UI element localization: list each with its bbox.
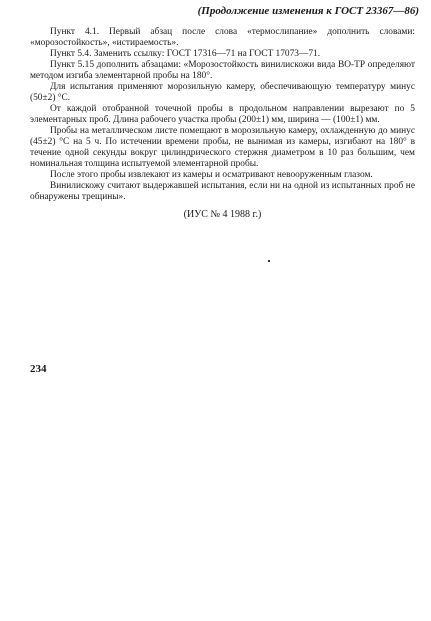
paragraph-item-5-4: Пункт 5.4. Заменить ссылку: ГОСТ 17316—71 на ГОСТ 17073—71.: [50, 49, 321, 59]
paragraph-sample-cutting: От каждой отобранной точечной пробы в продольном направлении вырезают по 5 элементарных проб. Длина рабочего участка пробы (200±1) мм, ширина — (100±1) мм.: [30, 104, 415, 125]
document-body: [30, 27, 415, 220]
stray-dot: [268, 260, 270, 262]
paragraph-test-equipment: Для испытания применяют морозильную камеру, обеспечивающую температуру минус (50±2) °С.: [30, 82, 415, 103]
paragraph-inspection: После этого пробы извлекают из камеры и осматривают невооруженным глазом.: [50, 170, 373, 180]
paragraph-item-4-1: Пункт 4.1. Первый абзац после слова «термослипание» дополнить словами: «морозостойкость», «истираемость».: [30, 27, 415, 48]
continuation-header: (Продолжение изменения к ГОСТ 23367—86): [197, 5, 419, 17]
source-signature: (ИУС № 4 1988 г.): [183, 209, 262, 220]
page-number: 234: [30, 363, 47, 375]
paragraph-acceptance: Винилискожу считают выдержавшей испытания, если ни на одной из испытанных проб не обнаружены трещины».: [30, 181, 415, 202]
paragraph-item-5-15: Пункт 5.15 дополнить абзацами: «Морозостойкость винилискожи вида ВО-ТР определяют методом изгиба элементарной пробы на 180°.: [30, 60, 415, 81]
paragraph-test-procedure: Пробы на металлическом листе помещают в морозильную камеру, охлажденную до минус (45±2) °С на 5 ч. По истечении времени пробы, не вынимая из камеры, изгибают на 180° в течение одной секунды вокруг цилиндрического стержня диаметром в 10 раз большим, чем номинальная толщина испытуемой элементарной пробы.: [30, 126, 415, 169]
